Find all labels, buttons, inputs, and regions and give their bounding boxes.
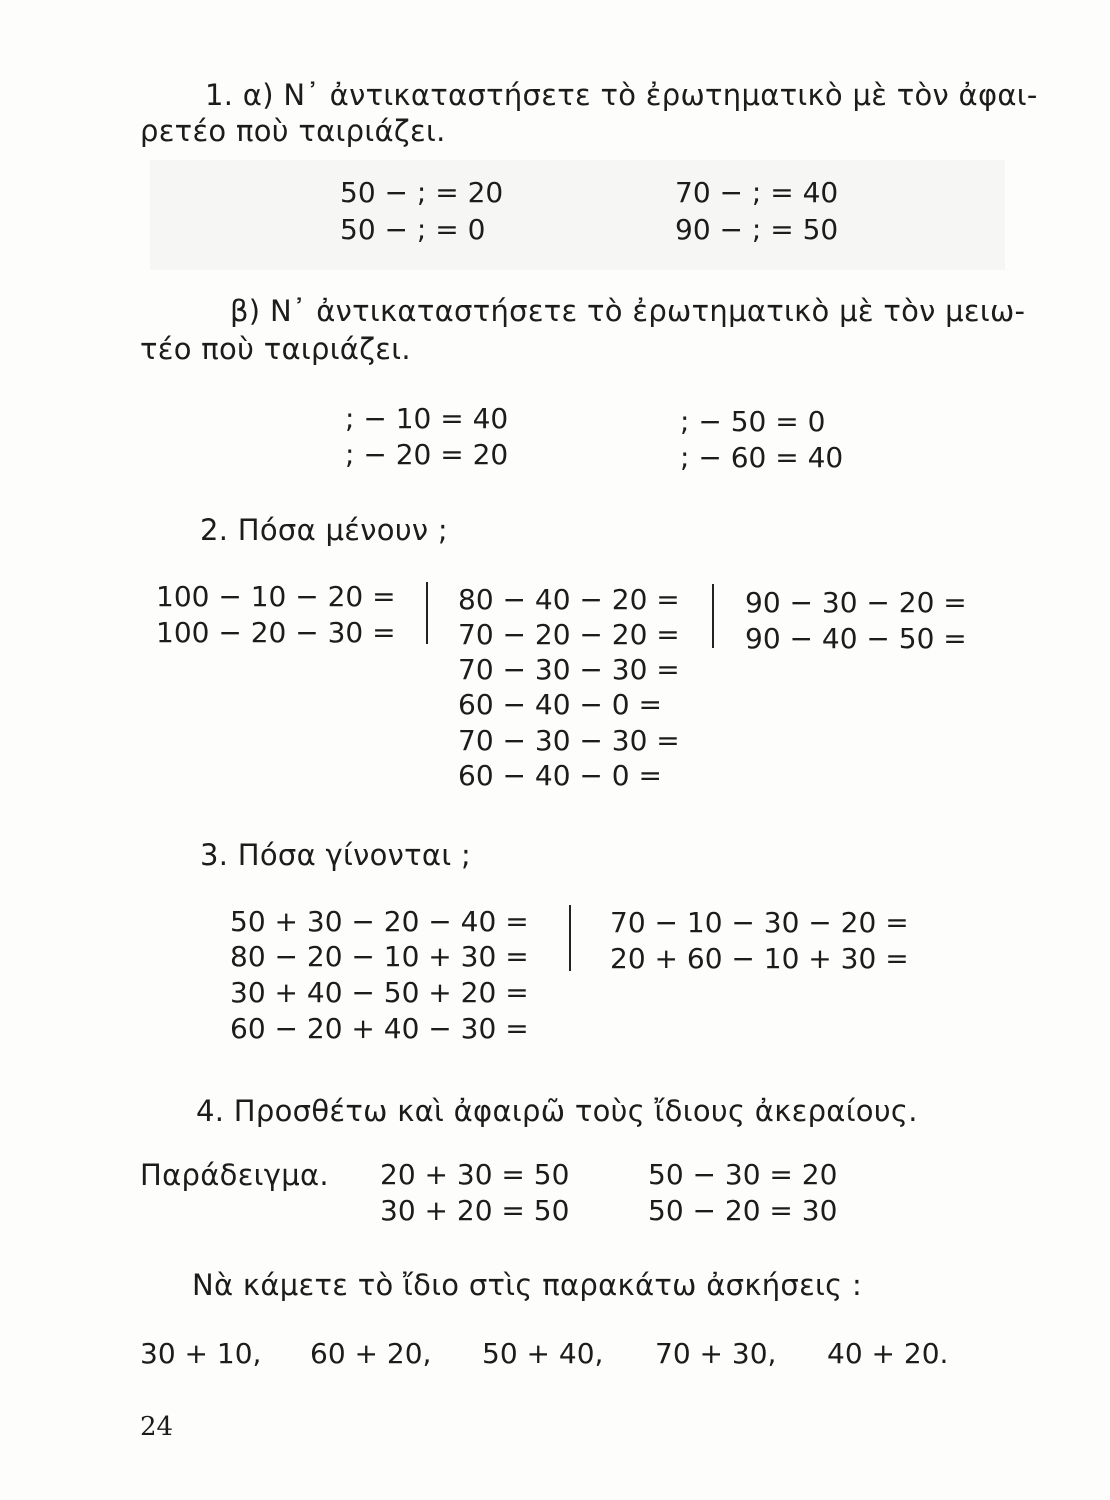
ex1-a-instruction-line1: 1. α) Ν᾽ ἀντικαταστήσετε τὸ ἐρωτηματικὸ μὲ τὸν ἀφαι-: [205, 78, 1038, 112]
page-number: 24: [140, 1412, 174, 1442]
ex2-title: 2. Πόσα μένουν ;: [200, 513, 448, 547]
ex3-column-divider: [569, 905, 571, 971]
ex1-b-instruction-line1: β) Ν᾽ ἀντικαταστήσετε τὸ ἐρωτηματικὸ μὲ τὸν μειω-: [230, 294, 1026, 328]
ex4-example-equation: 30 + 20 = 50: [380, 1194, 570, 1227]
ex1-a-equation: 50 − ; = 20: [340, 176, 504, 209]
ex1-b-equation: ; − 10 = 40: [345, 402, 509, 435]
ex1-a-equation: 90 − ; = 50: [675, 213, 839, 246]
ex2-column-divider-2: [712, 584, 714, 648]
ex3-left-row: 50 + 30 − 20 − 40 =: [230, 905, 529, 938]
ex2-col1-row: 100 − 10 − 20 =: [156, 580, 396, 613]
ex4-exercise: 40 + 20.: [827, 1337, 949, 1370]
ex3-left-row: 30 + 40 − 50 + 20 =: [230, 976, 529, 1009]
ex1-b-equation: ; − 50 = 0: [680, 405, 826, 438]
ex1-b-instruction-line2: τέο ποὺ ταιριάζει.: [140, 332, 411, 366]
ex2-col1-row: 100 − 20 − 30 =: [156, 616, 396, 649]
ex4-example-equation: 20 + 30 = 50: [380, 1158, 570, 1191]
ex1-a-equation: 50 − ; = 0: [340, 213, 486, 246]
bleed-through-shade: [150, 160, 1005, 270]
ex1-a-equation: 70 − ; = 40: [675, 176, 839, 209]
ex3-left-row: 60 − 20 + 40 − 30 =: [230, 1012, 529, 1045]
ex2-col2-row: 60 − 40 − 0 =: [458, 759, 662, 792]
ex4-example-equation: 50 − 20 = 30: [648, 1194, 838, 1227]
ex2-col2-row: 70 − 30 − 30 =: [458, 724, 680, 757]
ex2-col3-row: 90 − 40 − 50 =: [745, 622, 967, 655]
ex4-exercise: 70 + 30,: [655, 1337, 777, 1370]
ex3-left-row: 80 − 20 − 10 + 30 =: [230, 940, 529, 973]
ex1-b-equation: ; − 60 = 40: [680, 441, 844, 474]
ex3-right-row: 70 − 10 − 30 − 20 =: [610, 906, 909, 939]
ex4-example-equation: 50 − 30 = 20: [648, 1158, 838, 1191]
ex2-col3-row: 90 − 30 − 20 =: [745, 586, 967, 619]
ex2-column-divider-1: [426, 582, 428, 644]
ex1-a-instruction-line2: ρετέο ποὺ ταιριάζει.: [140, 114, 446, 148]
ex4-example-label: Παράδειγμα.: [140, 1158, 329, 1192]
ex3-right-row: 20 + 60 − 10 + 30 =: [610, 942, 909, 975]
ex4-exercise: 30 + 10,: [140, 1337, 262, 1370]
ex4-exercise: 50 + 40,: [482, 1337, 604, 1370]
ex2-col2-row: 70 − 20 − 20 =: [458, 618, 680, 651]
ex2-col2-row: 70 − 30 − 30 =: [458, 653, 680, 686]
ex4-title: 4. Προσθέτω καὶ ἀφαιρῶ τοὺς ἴδιους ἀκεραίους.: [196, 1094, 918, 1128]
ex2-col2-row: 60 − 40 − 0 =: [458, 688, 662, 721]
ex4-instruction: Νὰ κάμετε τὸ ἴδιο στὶς παρακάτω ἀσκήσεις :: [192, 1268, 863, 1302]
ex1-b-equation: ; − 20 = 20: [345, 438, 509, 471]
ex2-col2-row: 80 − 40 − 20 =: [458, 583, 680, 616]
ex3-title: 3. Πόσα γίνονται ;: [200, 838, 472, 872]
ex4-exercise: 60 + 20,: [310, 1337, 432, 1370]
